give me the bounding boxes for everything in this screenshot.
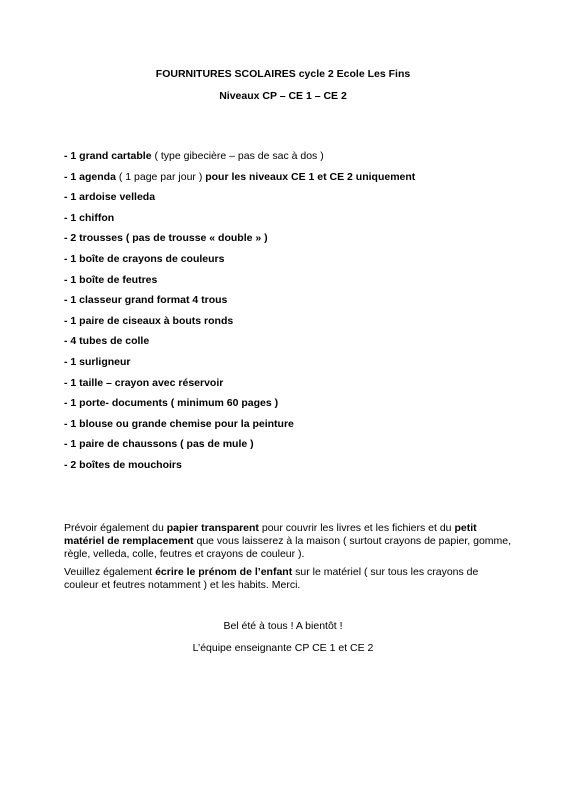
- list-item: [64, 356, 534, 377]
- item-bold-text: - 1 blouse ou grande chemise pour la peinture: [64, 417, 294, 430]
- paragraph-bold-text: écrire le prénom de l’enfant: [155, 566, 293, 578]
- list-item: [64, 294, 534, 315]
- item-bold-text: - 2 boîtes de mouchoirs: [64, 458, 182, 471]
- list-item: [64, 191, 534, 212]
- list-item: [64, 274, 534, 295]
- document-subtitle: Niveaux CP – CE 1 – CE 2: [219, 90, 347, 102]
- list-item: [64, 150, 534, 171]
- list-item: [64, 418, 534, 439]
- document-title: FOURNITURES SCOLAIRES cycle 2 Ecole Les Fins: [155, 68, 411, 80]
- paragraph-name-note: [64, 566, 514, 592]
- paragraph-bold-text: petit matériel de remplacement: [64, 522, 477, 547]
- list-item: [64, 397, 534, 418]
- item-bold-text: - 1 surligneur: [64, 355, 131, 368]
- list-item: [64, 212, 534, 233]
- item-bold-text: - 1 paire de ciseaux à bouts ronds: [64, 314, 234, 327]
- list-item: [64, 459, 534, 480]
- item-normal-text: ( type gibecière – pas de sac à dos ): [151, 150, 324, 162]
- item-normal-text: ( 1 page par jour ): [115, 170, 206, 183]
- closing-signature: L’équipe enseignante CP CE 1 et CE 2: [192, 642, 374, 654]
- list-item: [64, 335, 534, 356]
- item-bold-text: - 1 classeur grand format 4 trous: [64, 294, 228, 307]
- supplies-list: [64, 150, 534, 480]
- paragraph-text: Prévoir également du: [64, 522, 167, 534]
- item-bold-text: - 4 tubes de colle: [64, 335, 150, 348]
- item-bold-text: - 1 paire de chaussons ( pas de mule ): [64, 438, 254, 451]
- paragraph-text: que vous laisserez à la maison ( surtout crayons de papier, gomme, règle, velleda, colle, feutres et crayons de couleur ).: [64, 535, 512, 560]
- item-bold-text: - 1 chiffon: [64, 211, 115, 224]
- list-item: [64, 171, 534, 192]
- list-item: [64, 232, 534, 253]
- item-bold-text: - 1 boîte de feutres: [64, 273, 158, 286]
- paragraph-text: sur le matériel ( sur tous les crayons de couleur et feutres notamment ) et les habits. Merci.: [64, 566, 479, 591]
- list-item: [64, 253, 534, 274]
- paragraph-text: pour couvrir les livres et les fichiers et du: [258, 522, 455, 534]
- list-item: [64, 438, 534, 459]
- list-item: [64, 315, 534, 336]
- item-bold-text: - 2 trousses ( pas de trousse « double » ): [64, 232, 268, 245]
- item-bold-text: - 1 agenda: [64, 170, 116, 183]
- paragraph-bold-text: papier transparent: [166, 522, 259, 534]
- paragraph-supplies-note: [64, 522, 514, 561]
- closing-greeting: Bel été à tous ! A bientôt !: [223, 620, 343, 632]
- list-item: [64, 377, 534, 398]
- item-bold-text-2: pour les niveaux CE 1 et CE 2 uniquement: [205, 170, 416, 183]
- item-bold-text: - 1 grand cartable: [64, 150, 152, 162]
- paragraph-text: Veuillez également: [64, 566, 156, 578]
- item-bold-text: - 1 ardoise velleda: [64, 191, 156, 204]
- item-bold-text: - 1 taille – crayon avec réservoir: [64, 376, 224, 389]
- item-bold-text: - 1 boîte de crayons de couleurs: [64, 252, 225, 265]
- item-bold-text: - 1 porte- documents ( minimum 60 pages ): [64, 397, 279, 410]
